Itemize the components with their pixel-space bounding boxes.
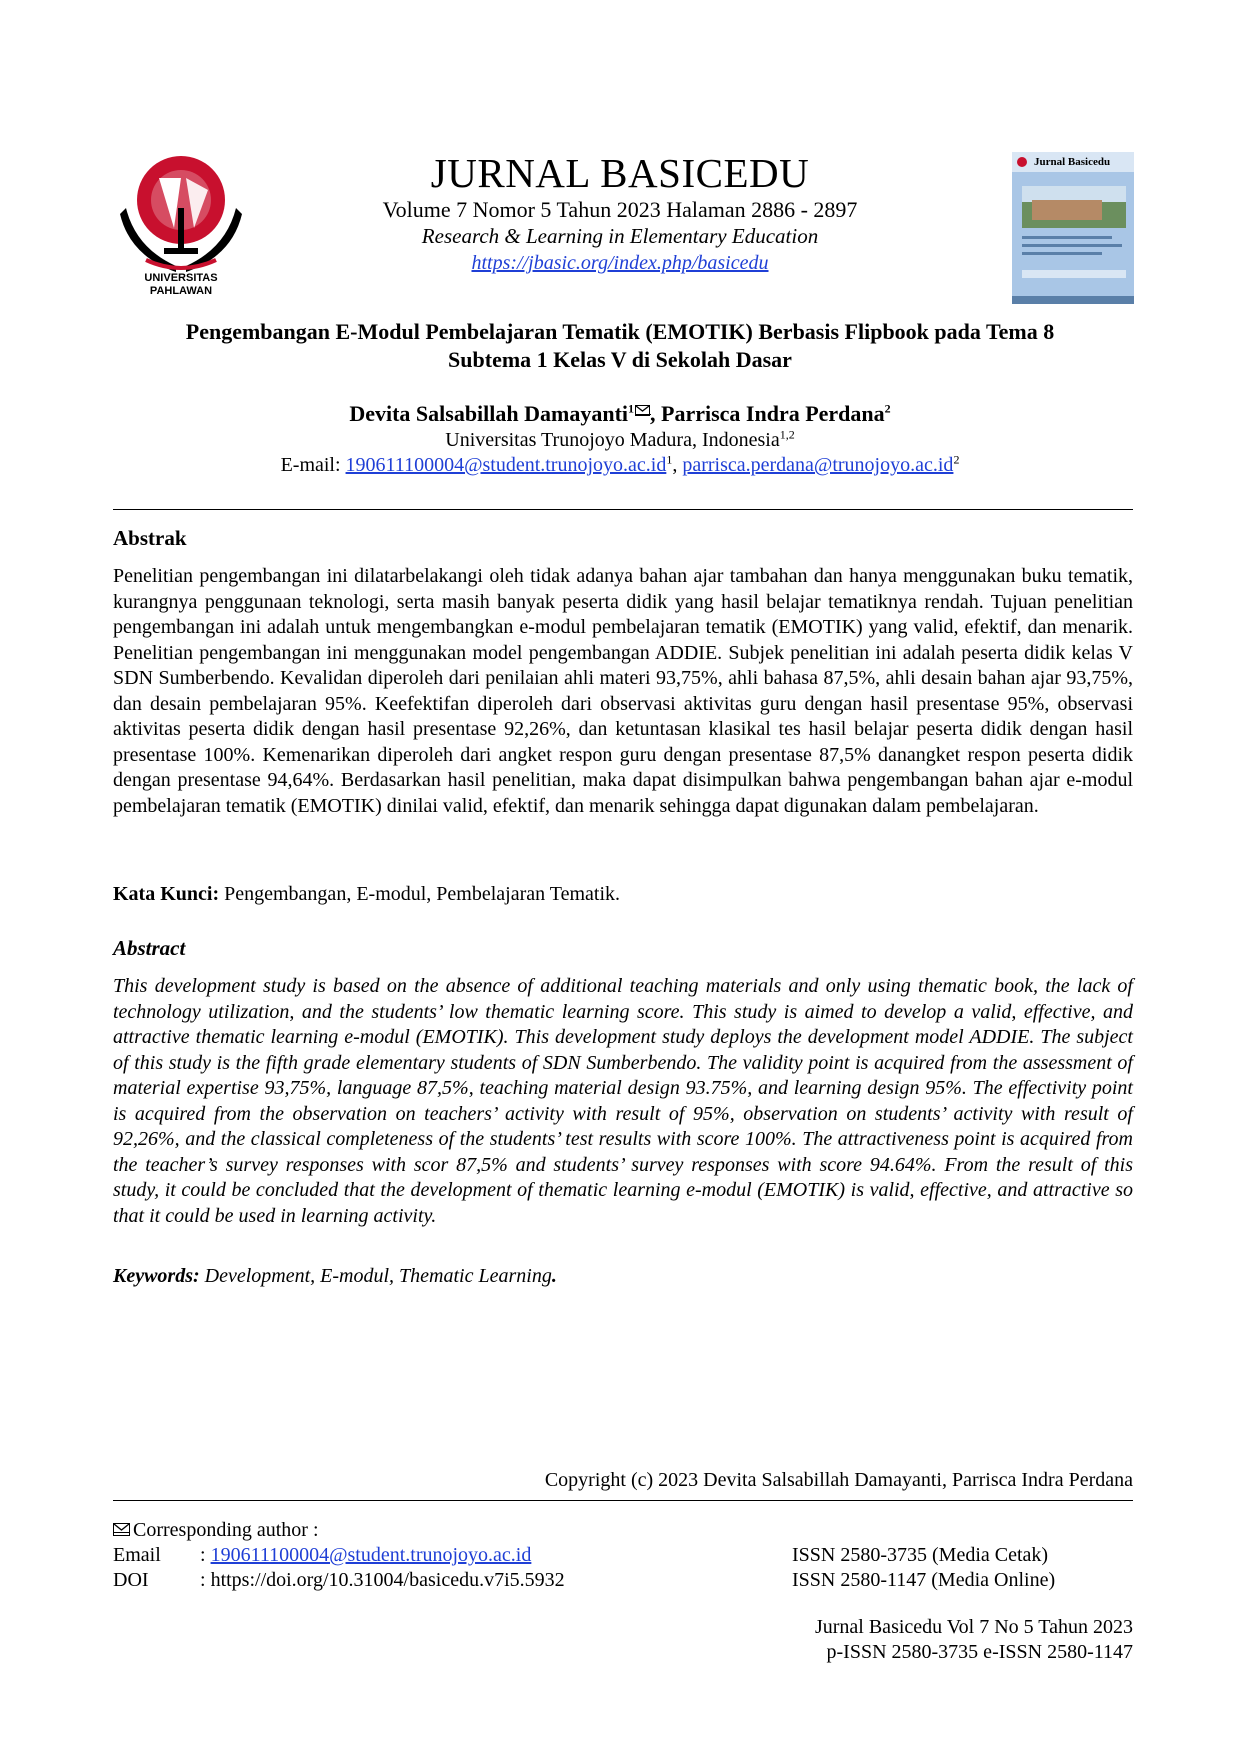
author-email-link[interactable]: 190611100004@student.trunojoyo.ac.id xyxy=(345,454,667,476)
running-footer-line-2: p-ISSN 2580-3735 e-ISSN 2580-1147 xyxy=(826,1641,1133,1663)
email-label: E-mail: xyxy=(280,454,346,476)
keywords xyxy=(113,1264,1133,1290)
author-emails: E-mail: $190611100004@student.trunojoyo.ac.id^1$, $parrisca.perdana@trunojoyo.ac.id^2$ xyxy=(280,452,960,476)
paper-title-line-2: Subtema 1 Kelas V di Sekolah Dasar xyxy=(448,347,792,372)
kata-kunci-values: Pengembangan, E-modul, Pembelajaran Tematik. xyxy=(219,883,621,905)
issn-print: ISSN 2580-3735 (Media Cetak) xyxy=(792,1544,1049,1566)
keywords-period: . xyxy=(551,1265,557,1287)
affiliation-superscript: 1,2 xyxy=(779,427,795,442)
email-superscript: 1 xyxy=(666,452,673,467)
keywords-values: Development, E-modul, Thematic Learning xyxy=(199,1265,552,1287)
abstract-heading: Abstract xyxy=(113,936,186,960)
journal-url-link[interactable]: https://jbasic.org/index.php/basicedu xyxy=(471,252,769,274)
abstrak-body: Penelitian pengembangan ini dilatarbelakangi oleh tidak adanya bahan ajar tambahan dan hanya menggunakan buku tematik, kurangnya penggunaan teknologi, serta masih banyak peserta didik yang hasil belajar tematiknya rendah. Tujuan penelitian pengembangan ini adalah untuk mengembangkan e-modul pembelajaran tematik (EMOTIK) yang valid, efektif, dan menarik. Penelitian pengembangan ini menggunakan model pengembangan ADDIE. Subjek penelitian ini adalah peserta didik kelas V SDN Sumberbendo. Kevalidan diperoleh dari penilaian ahli materi 93,75%, ahli bahasa 87,5%, ahli desain bahan ajar 93,75%, dan desain pembelajaran 95%. Keefektifan diperoleh dari observasi aktivitas guru dengan hasil presentase 95%, observasi aktivitas peserta didik dengan hasil presentase 92,26%, dan ketuntasan klasikal tes hasil belajar peserta didik dengan hasil presentase 100%. Kemenarikan diperoleh dari angket respon guru dengan presentase 87,5% danangket respon peserta didik dengan presentase 94,64%. Berdasarkan hasil penelitian, maka dapat disimpulkan bahwa pengembangan bahan ajar e-modul pembelajaran tematik (EMOTIK) dinilai valid, efektif, dan menarik sehingga dapat digunakan dalam pembelajaran. xyxy=(113,565,1133,817)
footer-email-link[interactable]: 190611100004@student.trunojoyo.ac.id xyxy=(210,1544,532,1566)
colon: : xyxy=(200,1569,206,1591)
envelope-icon xyxy=(635,405,650,416)
journal-subtitle: Research & Learning in Elementary Education xyxy=(421,224,819,248)
affiliation xyxy=(100,428,1140,453)
journal-volume: Volume 7 Nomor 5 Tahun 2023 Halaman 2886 - 2897 xyxy=(382,197,858,222)
author-superscript: 1 xyxy=(628,401,635,416)
university-logo xyxy=(116,148,246,306)
email-superscript: 2 xyxy=(953,452,960,467)
affiliation-text: Universitas Trunojoyo Madura, Indonesia xyxy=(445,429,780,451)
running-footer-line-1: Jurnal Basicedu Vol 7 No 5 Tahun 2023 xyxy=(814,1616,1133,1638)
colon: : xyxy=(200,1544,206,1566)
abstrak-heading: Abstrak xyxy=(113,526,187,550)
abstract-body: This development study is based on the absence of additional teaching materials and only using thematic book, the lack of technology utilization, and the students’ low thematic learning score. This study is aimed to develop a valid, effective, and attractive thematic learning e-modul (EMOTIK). This development study deploys the development model ADDIE. The subject of this study is the fifth grade elementary students of SDN Sumberbendo. The validity point is acquired from the assessment of material expertise 93,75%, language 87,5%, teaching material design 93.75%, and learning design 95%. The effectivity point is acquired from the observation on teachers’ activity with result of 95%, observation on students’ activity with result of 92,26%, and the classical completeness of the students’ test results with score 100%. The attractiveness point is acquired from the teacher’s survey responses with scor 87,5% and students’ survey responses with score 94.64%. From the result of this study, it could be concluded that the development of thematic learning e-modul (EMOTIK) is valid, effective, and attractive so that it could be used in learning activity. xyxy=(113,975,1133,1227)
footer-email-label: Email xyxy=(113,1544,161,1566)
journal-cover-image xyxy=(1012,152,1134,304)
footer-doi-label: DOI xyxy=(113,1569,149,1591)
divider xyxy=(113,509,1133,510)
envelope-icon xyxy=(113,1523,130,1536)
cover-title: Jurnal Basicedu xyxy=(1034,156,1111,168)
corresponding-label: Corresponding author : xyxy=(133,1519,319,1541)
author-name: Devita Salsabillah Damayanti xyxy=(349,401,629,426)
author-name: Parrisca Indra Perdana xyxy=(661,401,885,426)
divider xyxy=(113,1500,1133,1501)
footer-email-row xyxy=(200,1543,531,1568)
paper-title xyxy=(100,318,1140,374)
issn-online: ISSN 2580-1147 (Media Online) xyxy=(792,1569,1056,1591)
journal-header xyxy=(310,150,930,276)
doi-value: https://doi.org/10.31004/basicedu.v7i5.5932 xyxy=(210,1569,565,1591)
footer-doi-row xyxy=(200,1568,565,1593)
author-line: Devita Salsabillah Damayanti$^1$ , Parrisca Indra Perdana$^2$ xyxy=(349,401,891,426)
author-superscript: 2 xyxy=(884,401,891,416)
paper-title-line-1: Pengembangan E-Modul Pembelajaran Tematik (EMOTIK) Berbasis Flipbook pada Tema 8 xyxy=(185,319,1055,344)
keywords-label: Keywords: xyxy=(113,1265,200,1287)
corresponding-author xyxy=(113,1518,319,1543)
journal-title: JURNAL BASICEDU xyxy=(430,150,810,196)
logo-caption: UNIVERSITAS PAHLAWAN xyxy=(144,272,218,297)
kata-kunci xyxy=(113,882,1133,908)
copyright-notice: Copyright (c) 2023 Devita Salsabillah Damayanti, Parrisca Indra Perdana xyxy=(544,1469,1133,1491)
author-email-link[interactable]: parrisca.perdana@trunojoyo.ac.id xyxy=(682,454,954,476)
kata-kunci-label: Kata Kunci: xyxy=(113,883,220,905)
